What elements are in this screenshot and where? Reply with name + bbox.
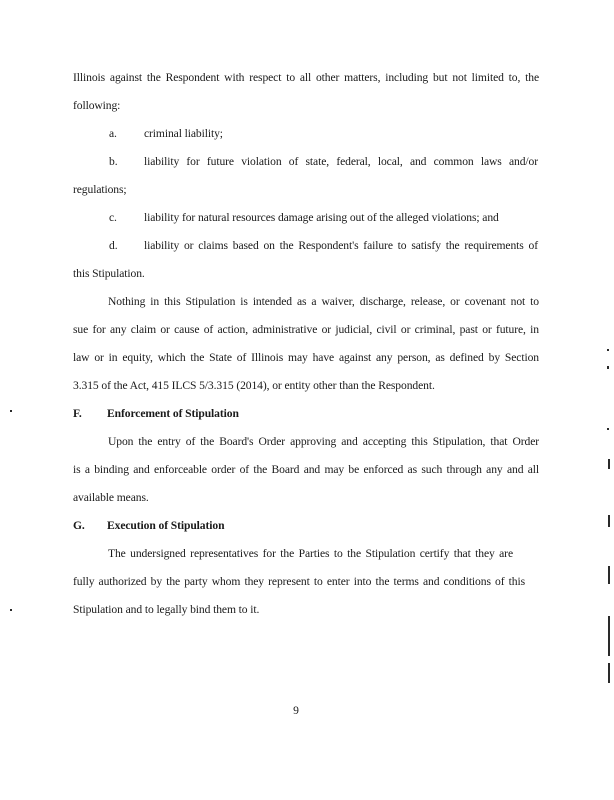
- paragraph-line: sue for any claim or cause of action, administrative or judicial, civil or criminal, past or future, in: [73, 323, 539, 336]
- paragraph-line: is a binding and enforceable order of the Board and may be enforced as such through any and all: [73, 463, 539, 476]
- paragraph-line: law or in equity, which the State of Illinois may have against any person, as defined by Section: [73, 351, 539, 364]
- scan-speck: [607, 349, 609, 351]
- scan-speck: [10, 609, 12, 611]
- list-item-letter: c.: [109, 211, 117, 224]
- scan-edge-mark: [608, 566, 610, 584]
- text-line: Illinois against the Respondent with respect to all other matters, including but not limited to, the: [73, 71, 539, 84]
- section-letter: G.: [73, 519, 85, 532]
- list-item-continuation: regulations;: [73, 183, 127, 196]
- list-item-text: liability for future violation of state, federal, local, and common laws and/or: [144, 155, 538, 168]
- list-item-letter: b.: [109, 155, 118, 168]
- list-item-text: liability or claims based on the Respondent's failure to satisfy the requirements of: [144, 239, 538, 252]
- scan-edge-mark: [608, 616, 610, 656]
- list-item-text: criminal liability;: [144, 127, 223, 140]
- scan-speck: [607, 366, 609, 369]
- section-heading: Execution of Stipulation: [107, 519, 225, 532]
- paragraph-line: available means.: [73, 491, 149, 504]
- paragraph-line: The undersigned representatives for the Parties to the Stipulation certify that they are: [108, 547, 513, 560]
- scan-edge-mark: [608, 663, 610, 683]
- text-line: following:: [73, 99, 121, 112]
- scan-speck: [607, 428, 609, 430]
- list-item-letter: a.: [109, 127, 117, 140]
- scan-edge-mark: [608, 515, 610, 527]
- paragraph-line: Stipulation and to legally bind them to it.: [73, 603, 260, 616]
- section-letter: F.: [73, 407, 82, 420]
- scan-edge-mark: [608, 459, 610, 469]
- scan-speck: [10, 410, 12, 412]
- list-item-text: liability for natural resources damage arising out of the alleged violations; and: [144, 211, 499, 224]
- list-item-continuation: this Stipulation.: [73, 267, 145, 280]
- page-number: 9: [293, 704, 299, 717]
- section-heading: Enforcement of Stipulation: [107, 407, 239, 420]
- list-item-letter: d.: [109, 239, 118, 252]
- paragraph-line: 3.315 of the Act, 415 ILCS 5/3.315 (2014), or entity other than the Respondent.: [73, 379, 435, 392]
- paragraph-line: fully authorized by the party whom they represent to enter into the terms and conditions of this: [73, 575, 525, 588]
- paragraph-line: Upon the entry of the Board's Order approving and accepting this Stipulation, that Order: [108, 435, 539, 448]
- paragraph-line: Nothing in this Stipulation is intended as a waiver, discharge, release, or covenant not to: [108, 295, 539, 308]
